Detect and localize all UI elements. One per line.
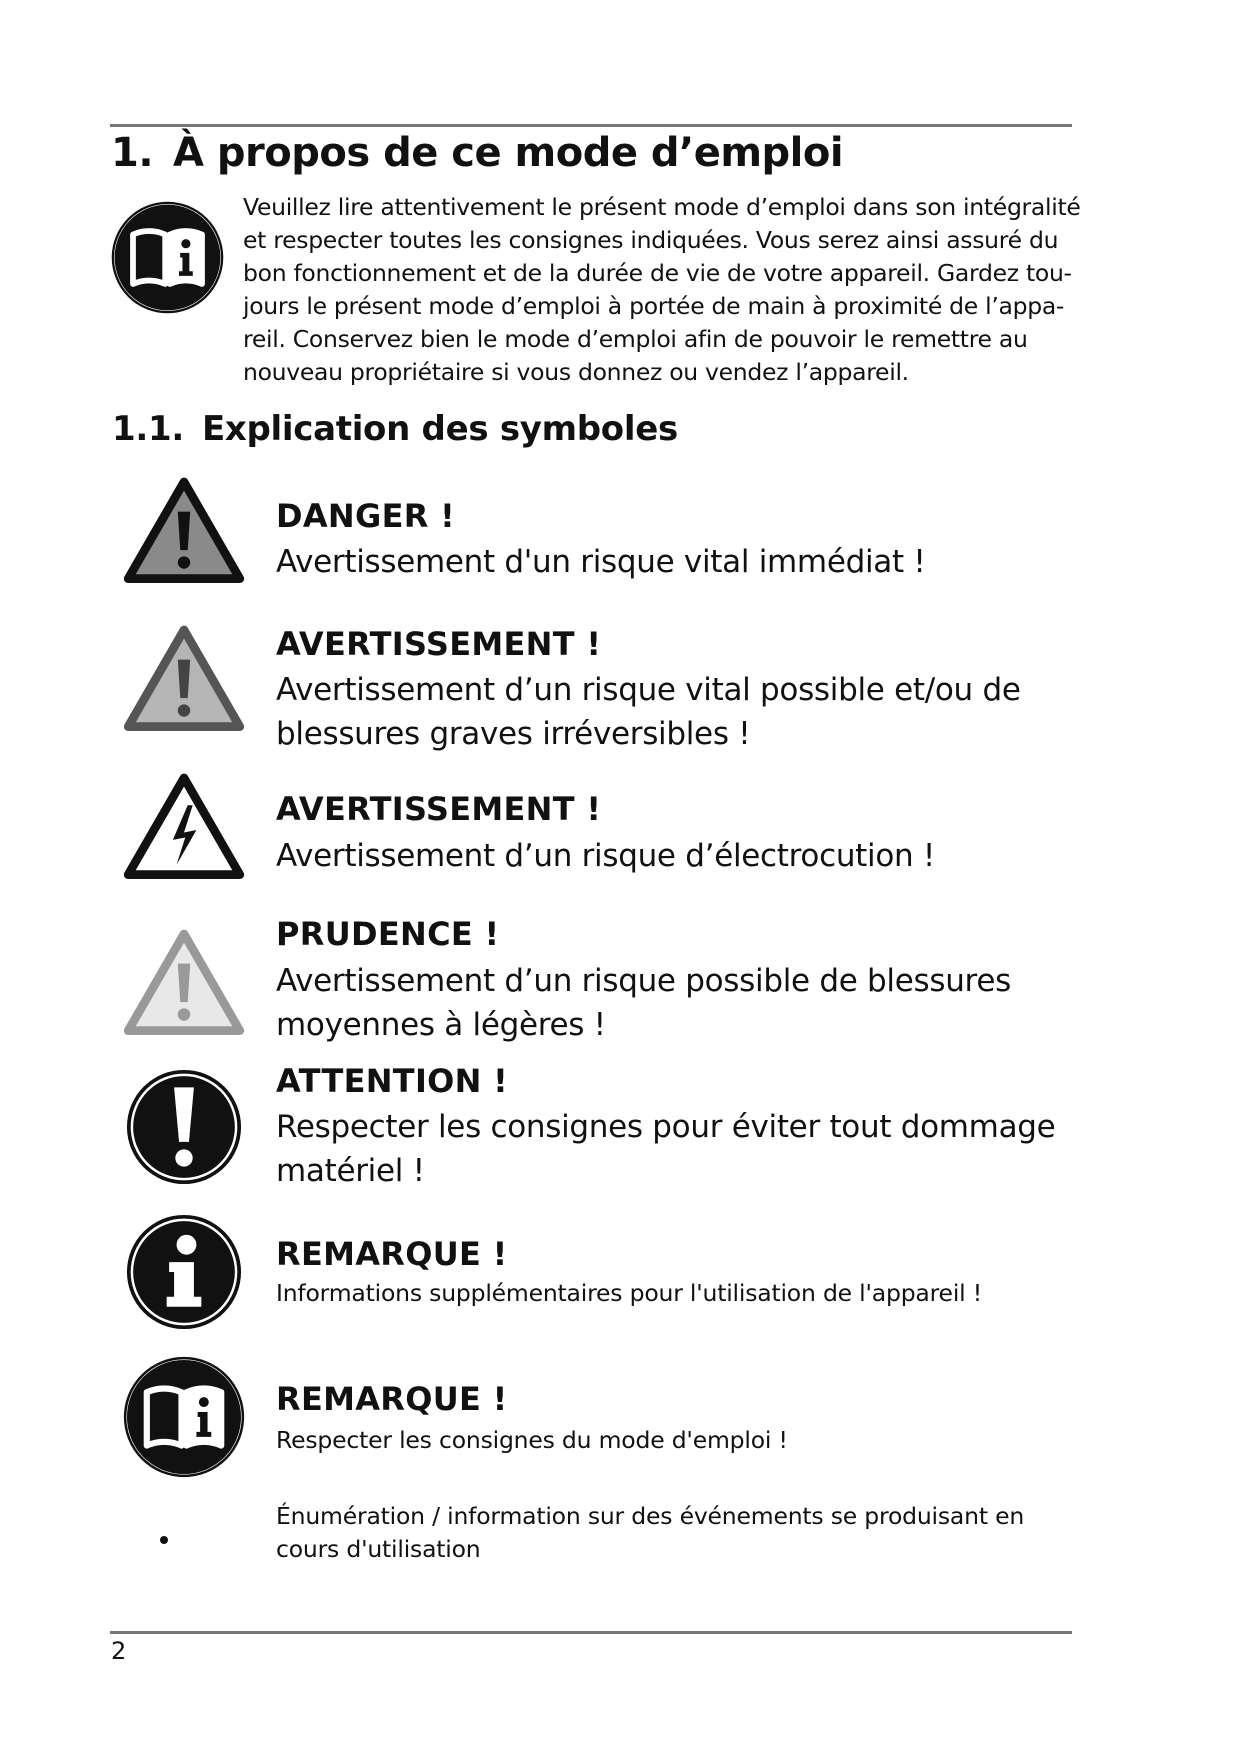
- danger-triangle-icon: [122, 472, 246, 596]
- subsection-heading: [112, 409, 678, 449]
- symbol-description: [276, 1277, 1076, 1310]
- symbol-description-line: moyennes à légères !: [276, 1007, 606, 1043]
- warning-triangle-icon: [122, 620, 246, 744]
- intro-paragraph: [243, 191, 1093, 389]
- symbol-title: PRUDENCE !: [276, 915, 500, 953]
- symbol-description: [276, 834, 1076, 878]
- page-number: 2: [111, 1637, 127, 1665]
- symbol-description: [276, 1424, 1076, 1457]
- symbol-description: [276, 540, 1076, 584]
- bullet-icon: [160, 1536, 168, 1544]
- symbol-description-line: Avertissement d’un risque vital possible et/ou de: [276, 672, 1021, 708]
- symbol-description: [276, 959, 1076, 1047]
- symbol-description: [276, 1105, 1076, 1193]
- section-title: À propos de ce mode d’emploi: [173, 130, 844, 176]
- bullet-description: [276, 1500, 1076, 1566]
- section-number: 1.: [111, 130, 154, 176]
- intro-line: reil. Conservez bien le mode d’emploi afin de pouvoir le remettre au: [243, 325, 1028, 353]
- intro-line: nouveau propriétaire si vous donnez ou vendez l’appareil.: [243, 358, 909, 386]
- bottom-rule: [110, 1631, 1072, 1634]
- top-rule: [110, 124, 1072, 127]
- manual-book-icon: [110, 200, 225, 315]
- symbol-title: REMARQUE !: [276, 1380, 508, 1418]
- manual-book-icon: [122, 1355, 246, 1479]
- symbol-description-line: Avertissement d’un risque possible de blessures: [276, 963, 1011, 999]
- symbol-title: REMARQUE !: [276, 1235, 508, 1273]
- symbol-description-line: blessures graves irréversibles !: [276, 716, 751, 752]
- symbol-description-line: Avertissement d’un risque d’électrocution !: [276, 838, 936, 874]
- info-circle-icon: [122, 1210, 246, 1334]
- intro-line: Veuillez lire attentivement le présent mode d’emploi dans son intégralité: [243, 193, 1081, 221]
- symbol-description-line: Respecter les consignes pour éviter tout dommage: [276, 1109, 1056, 1145]
- symbol-description-line: Avertissement d'un risque vital immédiat !: [276, 544, 926, 580]
- intro-line: jours le présent mode d’emploi à portée de main à proximité de l’appa-: [243, 292, 1065, 320]
- symbol-title: AVERTISSEMENT !: [276, 790, 602, 828]
- section-heading: [111, 130, 843, 176]
- symbol-description-line: Informations supplémentaires pour l'utilisation de l'appareil !: [276, 1279, 982, 1307]
- subsection-number: 1.1.: [112, 409, 184, 449]
- bullet-description-line: Énumération / information sur des événements se produisant en: [276, 1502, 1025, 1530]
- symbol-title: DANGER !: [276, 497, 456, 535]
- symbol-description-line: Respecter les consignes du mode d'emploi !: [276, 1426, 788, 1454]
- bullet-description-line: cours d'utilisation: [276, 1535, 481, 1563]
- caution-triangle-icon: [122, 924, 246, 1048]
- symbol-description: [276, 668, 1076, 756]
- intro-line: et respecter toutes les consignes indiquées. Vous serez ainsi assuré du: [243, 226, 1059, 254]
- intro-line: bon fonctionnement et de la durée de vie de votre appareil. Gardez tou-: [243, 259, 1072, 287]
- electric-shock-icon: [122, 768, 246, 892]
- symbol-description-line: matériel !: [276, 1153, 425, 1189]
- subsection-title: Explication des symboles: [201, 409, 678, 449]
- symbol-title: AVERTISSEMENT !: [276, 625, 602, 663]
- exclamation-circle-icon: [122, 1065, 246, 1189]
- symbol-title: ATTENTION !: [276, 1062, 509, 1100]
